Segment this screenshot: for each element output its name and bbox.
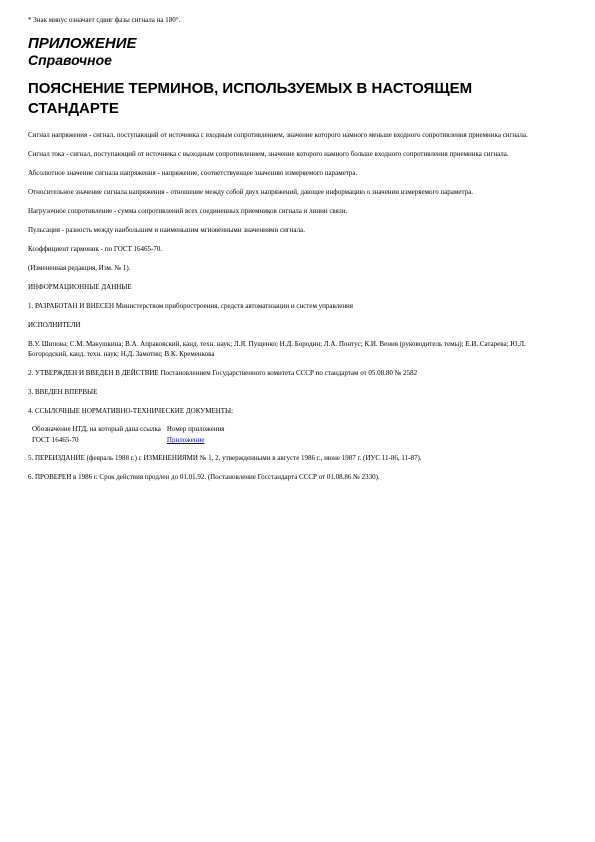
- appendix-link[interactable]: Приложение: [166, 436, 205, 444]
- reference-document: ГОСТ 16465-70: [32, 436, 79, 444]
- column-header-document: Обозначение НТД, на который дана ссылка: [32, 425, 161, 433]
- term-load-resistance: Нагрузочное сопротивление - сумма сопротивлений всех соединенных приемников сигнала и линии связи.: [28, 207, 348, 215]
- term-absolute-value: Абсолютное значение сигнала напряжения - напряжение, соответствующее значению измеряемого параметра.: [28, 169, 358, 177]
- term-relative-value: Относительное значение сигнала напряжения - отношение между собой двух напряжений, дающее информацию о значении измеряемого параметра.: [28, 188, 473, 196]
- executors-heading: ИСПОЛНИТЕЛИ: [28, 321, 81, 329]
- appendix-title: ПРИЛОЖЕНИЕ: [28, 35, 137, 52]
- info-item-checked: 6. ПРОВЕРЕН в 1986 г. Срок действия продлен до 01.01.92. (Постановление Госстандарта СССР от 01.08.86 № 2330).: [28, 473, 380, 481]
- term-harmonic-coefficient: Коэффициент гармоник - по ГОСТ 16465-70.: [28, 245, 163, 253]
- reference-appendix-cell: [167, 435, 231, 446]
- executors-list: В.У. Шипова; С.М. Макушкина; В.А. Апраковский, канд. техн. наук; Л.Я. Пущенко; Н.Д. Бородин; Л.А. Понтус; К.И. Вения (руководитель темы); Е.И. Сатарева; Ю.Л. Богородский, канд. техн. наук; Н.Д. Замотин; В.К. Кременкова: [28, 340, 526, 358]
- footnote: * Знак минус означает сдвиг фазы сигнала на 180°.: [28, 16, 181, 24]
- reference-table-header: [32, 424, 231, 435]
- term-current-signal: Сигнал тока - сигнал, поступающий от источника с выходным сопротивлением, значение которого намного больше входного сопротивления приемника сигнала.: [28, 150, 509, 158]
- info-item-references: 4. ССЫЛОЧНЫЕ НОРМАТИВНО-ТЕХНИЧЕСКИЕ ДОКУМЕНТЫ:: [28, 407, 234, 415]
- document-page: [28, 16, 563, 491]
- info-item-approved: 2. УТВЕРЖДЕН И ВВЕДЕН В ДЕЙСТВИЕ Постановлением Государственного комитета СССР по стандартам от 05.08.80 № 2582: [28, 369, 418, 377]
- info-item-developed: 1. РАЗРАБОТАН И ВНЕСЕН Министерством приборостроения, средств автоматизации и систем управления: [28, 302, 354, 310]
- info-item-reissue: 5. ПЕРЕИЗДАНИЕ (февраль 1988 г.) с ИЗМЕНЕНИЯМИ № 1, 2, утвержденными в августе 1986 г., июне 1987 г. (ИУС 11-86, 11-87).: [28, 454, 422, 462]
- info-heading: ИНФОРМАЦИОННЫЕ ДАННЫЕ: [28, 283, 132, 291]
- term-voltage-signal: Сигнал напряжения - сигнал, поступающий от источника с входным сопротивлением, значение которого намного меньше входного сопротивления приемника сигнала.: [28, 131, 528, 139]
- page-title: ПОЯСНЕНИЕ ТЕРМИНОВ, ИСПОЛЬЗУЕМЫХ В НАСТОЯЩЕМ СТАНДАРТЕ: [28, 80, 473, 117]
- column-header-appendix: Номер приложения: [166, 425, 225, 433]
- reference-table: [32, 424, 231, 446]
- table-row: [32, 435, 231, 446]
- term-ripple: Пульсация - разность между наибольшим и наименьшим мгновенными значениями сигнала.: [28, 226, 305, 234]
- info-item-introduced: 3. ВВЕДЕН ВПЕРВЫЕ: [28, 388, 98, 396]
- amendment-note: (Измененная редакция, Изм. № 1).: [28, 264, 131, 272]
- appendix-subtitle: Справочное: [28, 52, 112, 68]
